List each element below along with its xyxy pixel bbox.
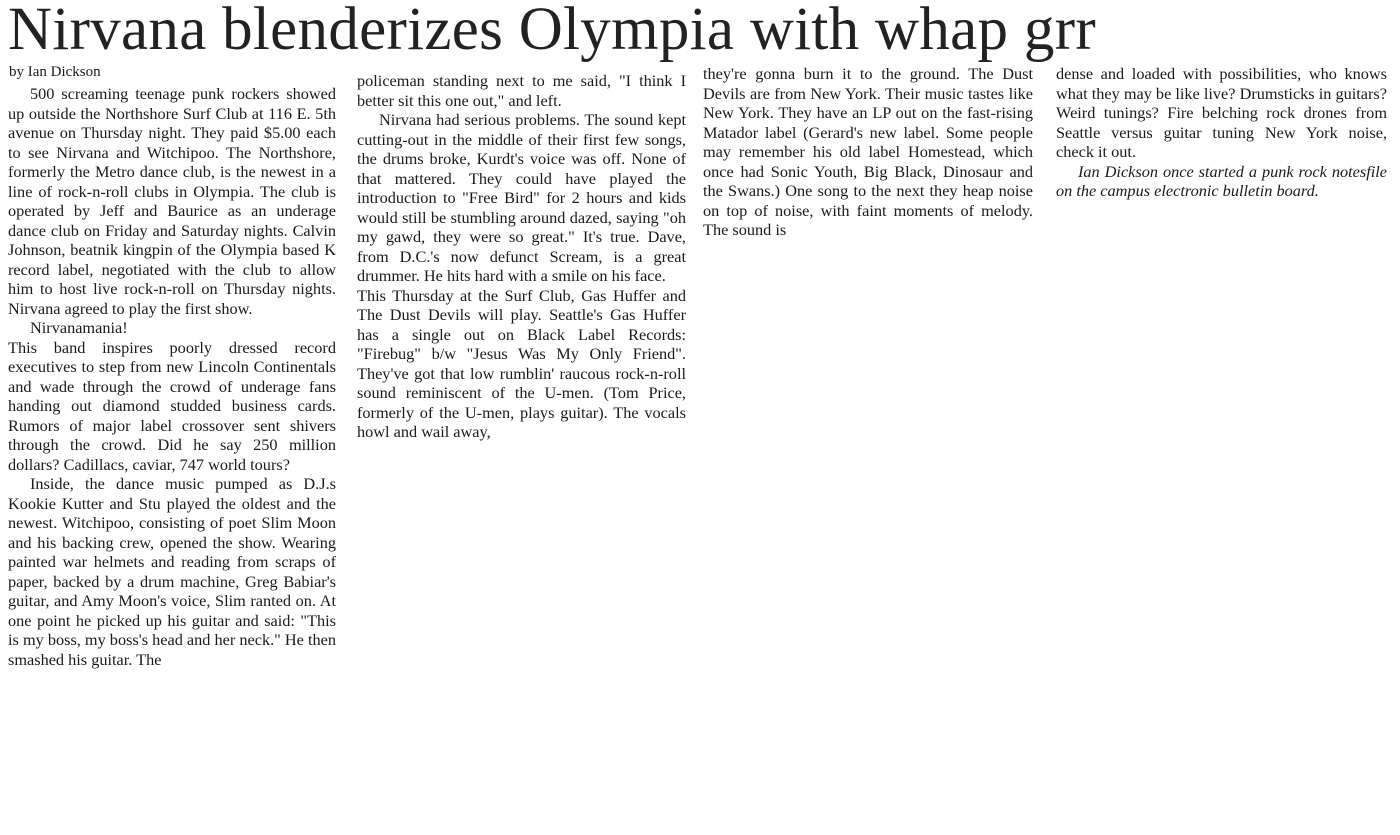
paragraph: they're gonna burn it to the ground. The Dust Devils are from New York. Their music tastes like New York. They have an LP out on the fast-rising Matador label (Gerard's new label. Some people may remember his old label Homestead, which once had Sonic Youth, Big Black, Dinosaur and the Swans.) One song to the next they heap noise on top of noise, with faint moments of melody. The sound is: [703, 64, 1033, 239]
paragraph: 500 screaming teenage punk rockers showed up outside the Northshore Surf Club at 116 E. 5th avenue on Thursday night. They paid $5.00 each to see Nirvana and Witchipoo. The Northshore, formerly the Metro dance club, is the newest in a line of rock-n-roll clubs in Olympia. The club is operated by Jeff and Baurice as an underage dance club on Friday and Saturday nights. Calvin Johnson, beatnik kingpin of the Olympia based K record label, negotiated with the club to allow him to host live rock-n-roll on Thursday nights. Nirvana agreed to play the first show.: [8, 84, 336, 318]
byline: by Ian Dickson: [9, 64, 101, 80]
article-column-2: [357, 71, 686, 442]
paragraph: This Thursday at the Surf Club, Gas Huffer and The Dust Devils will play. Seattle's Gas Huffer has a single out on Black Label Records: "Firebug" b/w "Jesus Was My Only Friend". They've got that low rumblin' raucous rock-n-roll sound reminiscent of the U-men. (Tom Price, formerly of the U-men, plays guitar). The vocals howl and wail away,: [357, 285, 686, 441]
paragraph: policeman standing next to me said, "I think I better sit this one out," and left.: [357, 71, 686, 110]
author-bio: Ian Dickson once started a punk rock notesfile on the campus electronic bulletin board.: [1056, 161, 1387, 200]
article-column-1: [8, 84, 336, 669]
headline: Nirvana blenderizes Olympia with whap grr: [8, 0, 1096, 63]
paragraph: Nirvanamania!: [30, 318, 128, 337]
article-column-3: [703, 64, 1033, 240]
paragraph: Inside, the dance music pumped as D.J.s Kookie Kutter and Stu played the oldest and the newest. Witchipoo, consisting of poet Slim Moon and his backing crew, opened the show. Wearing painted war helmets and reading from scraps of paper, backed by a drum machine, Greg Babiar's guitar, and Amy Moon's voice, Slim ranted on. At one point he picked up his guitar and said: "This is my boss, my boss's head and her neck." He then smashed his guitar. The: [8, 474, 336, 669]
paragraph: dense and loaded with possibilities, who knows what they may be like live? Drumsticks in guitars? Weird tunings? Fire belching rock drones from Seattle versus guitar tuning New York noise, check it out.: [1056, 64, 1387, 161]
article-column-4: [1056, 64, 1387, 201]
paragraph: Nirvana had serious problems. The sound kept cutting-out in the middle of their first few songs, the drums broke, Kurdt's voice was off. None of that mattered. They could have played the introduction to "Free Bird" for 2 hours and kids would still be stumbling around dazed, saying "oh my gawd, they were so great." It's true. Dave, from D.C.'s now defunct Scream, is a great drummer. He hits hard with a smile on his face.: [357, 110, 686, 285]
paragraph: This band inspires poorly dressed record executives to step from new Lincoln Continentals and wade through the crowd of underage fans handing out diamond studded business cards. Rumors of major label crossover sent shivers through the crowd. Did he say 250 million dollars? Cadillacs, caviar, 747 world tours?: [8, 337, 336, 474]
